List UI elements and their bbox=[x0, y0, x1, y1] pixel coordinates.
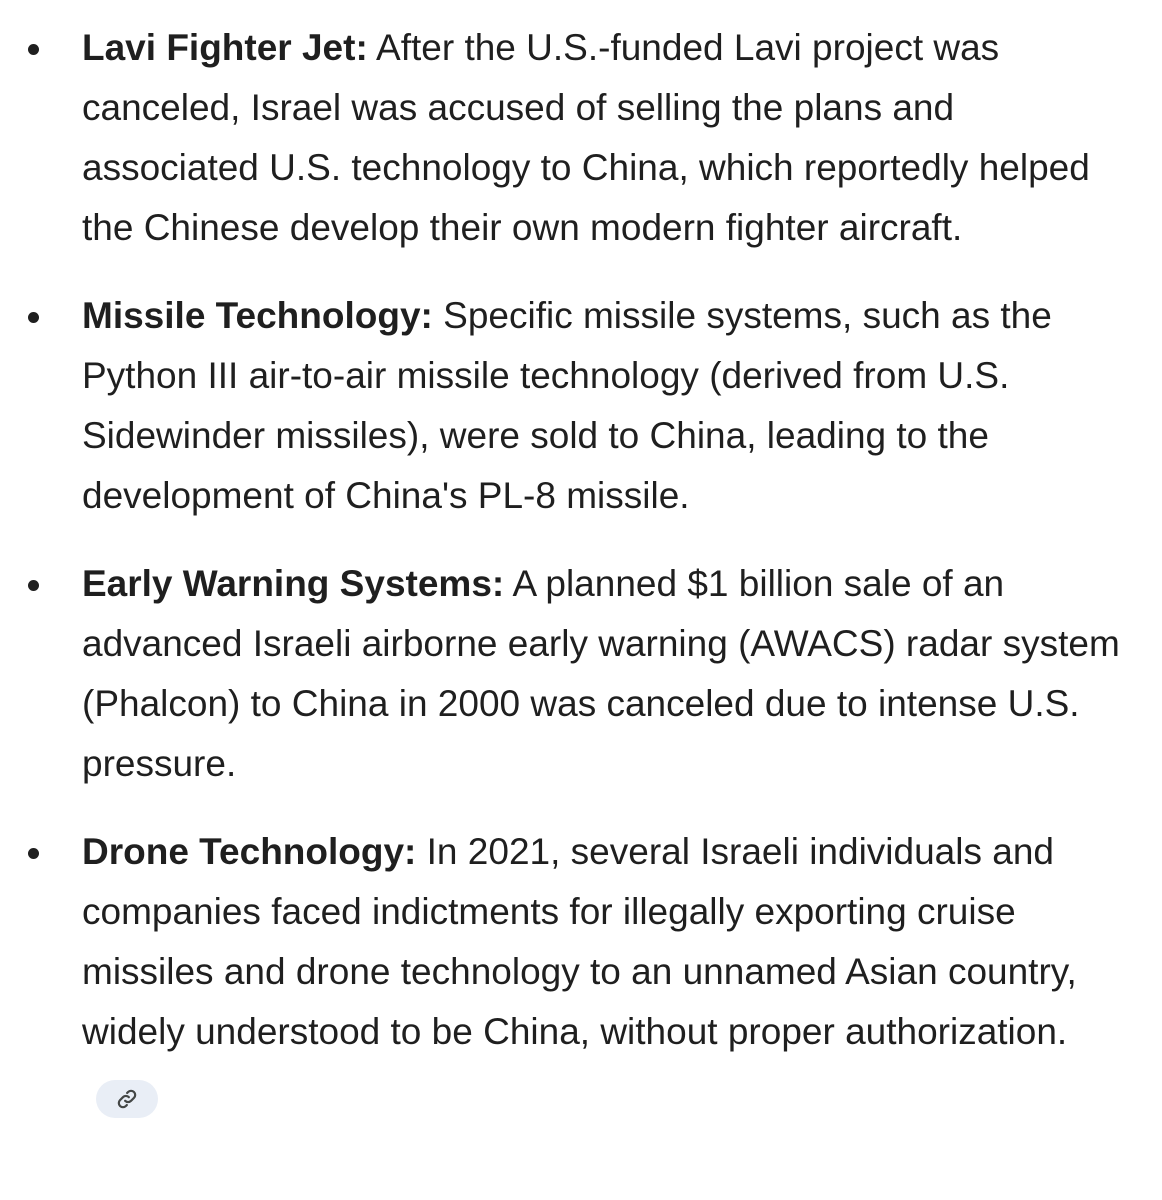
item-title: Missile Technology: bbox=[82, 295, 433, 336]
bullet-point bbox=[28, 44, 39, 55]
item-text: A planned $1 billion sale of an advanced Israeli airborne early warning (AWACS) radar system (Phalcon) to China in 2000 was canceled due to intense U.S. pressure. bbox=[82, 563, 1120, 784]
bullet-point bbox=[28, 848, 39, 859]
item-title: Lavi Fighter Jet: bbox=[82, 27, 368, 68]
item-text: In 2021, several Israeli individuals and companies faced indictments for illegally exporting cruise missiles and drone technology to an unnamed Asian country, widely understood to be China, without proper authorization. bbox=[82, 831, 1077, 1052]
item-title: Early Warning Systems: bbox=[82, 563, 505, 604]
list-item-drone-technology bbox=[0, 822, 1162, 1122]
list-item-missile-technology bbox=[0, 286, 1162, 526]
list-item-lavi-fighter-jet bbox=[0, 18, 1162, 258]
item-title: Drone Technology: bbox=[82, 831, 417, 872]
response-content bbox=[0, 18, 1162, 1200]
bullet-point bbox=[28, 312, 39, 323]
bullet-list bbox=[0, 18, 1162, 1122]
item-text: Specific missile systems, such as the Python III air-to-air missile technology (derived from U.S. Sidewinder missiles), were sold to China, leading to the development of China's PL-8 missile. bbox=[82, 295, 1052, 516]
list-item-early-warning-systems bbox=[0, 554, 1162, 794]
bullet-point bbox=[28, 580, 39, 591]
source-link-button[interactable] bbox=[96, 1080, 158, 1118]
link-icon bbox=[116, 1088, 138, 1110]
item-text: After the U.S.-funded Lavi project was canceled, Israel was accused of selling the plans and associated U.S. technology to China, which reportedly helped the Chinese develop their own modern fighter aircraft. bbox=[82, 27, 1090, 248]
